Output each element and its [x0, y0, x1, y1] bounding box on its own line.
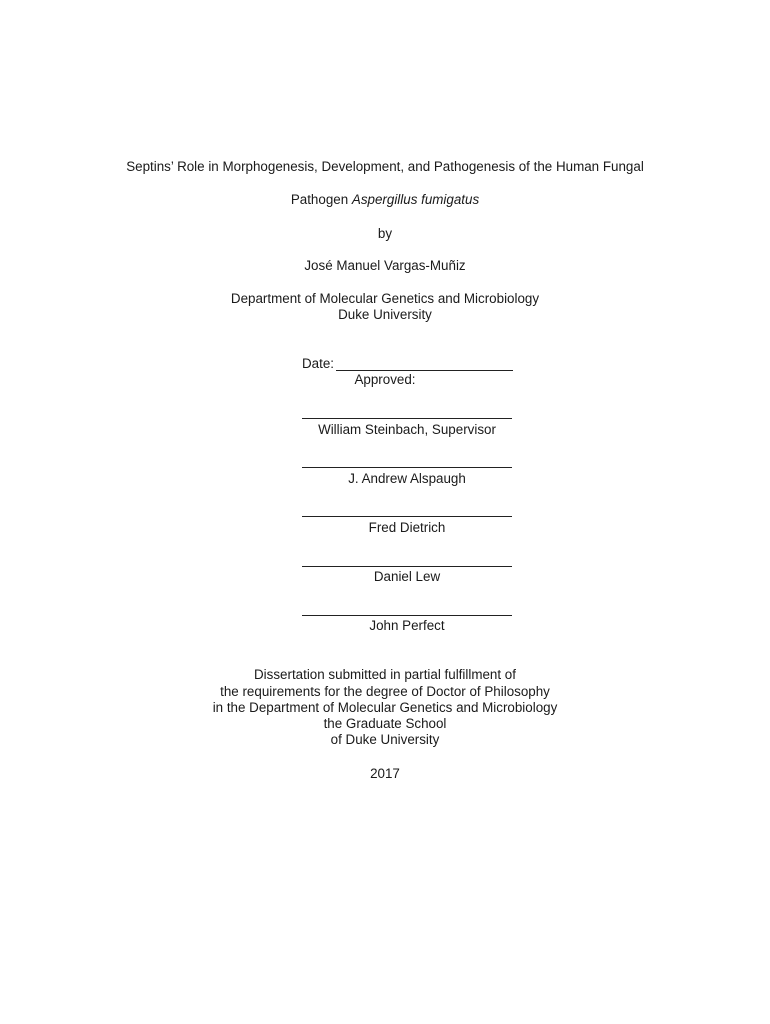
approved-label: Approved:: [354, 372, 416, 387]
title-prefix: Pathogen: [290, 192, 352, 207]
department-name: Department of Molecular Genetics and Microbiology: [230, 291, 540, 306]
committee-member-3: Fred Dietrich: [368, 520, 446, 535]
signature-line-1: [302, 418, 512, 419]
committee-member-4: Daniel Lew: [373, 569, 441, 584]
university-name: Duke University: [338, 307, 432, 322]
committee-member-2: J. Andrew Alspaugh: [348, 471, 466, 486]
year: 2017: [370, 766, 400, 781]
title-line-1: Septins’ Role in Morphogenesis, Development, and Pathogenesis of the Human Fungal: [126, 159, 644, 174]
author-name: José Manuel Vargas-Muñiz: [304, 258, 466, 273]
statement-line-1: Dissertation submitted in partial fulfillment of: [254, 667, 516, 682]
statement-line-4: the Graduate School: [323, 716, 447, 731]
statement-line-3: in the Department of Molecular Genetics and Microbiology: [212, 700, 558, 715]
date-label: Date:: [302, 356, 335, 371]
signature-line-2: [302, 467, 512, 468]
title-line-2: [0, 191, 770, 208]
signature-line-5: [302, 615, 512, 616]
title-species: Aspergillus fumigatus: [351, 192, 480, 207]
committee-member-1: William Steinbach, Supervisor: [318, 422, 496, 437]
signature-line-4: [302, 566, 512, 567]
committee-member-5: John Perfect: [369, 618, 445, 633]
signature-line-3: [302, 516, 512, 517]
by-text: by: [377, 226, 393, 241]
statement-line-2: the requirements for the degree of Doctor of Philosophy: [220, 684, 550, 699]
statement-line-5: of Duke University: [330, 732, 440, 747]
